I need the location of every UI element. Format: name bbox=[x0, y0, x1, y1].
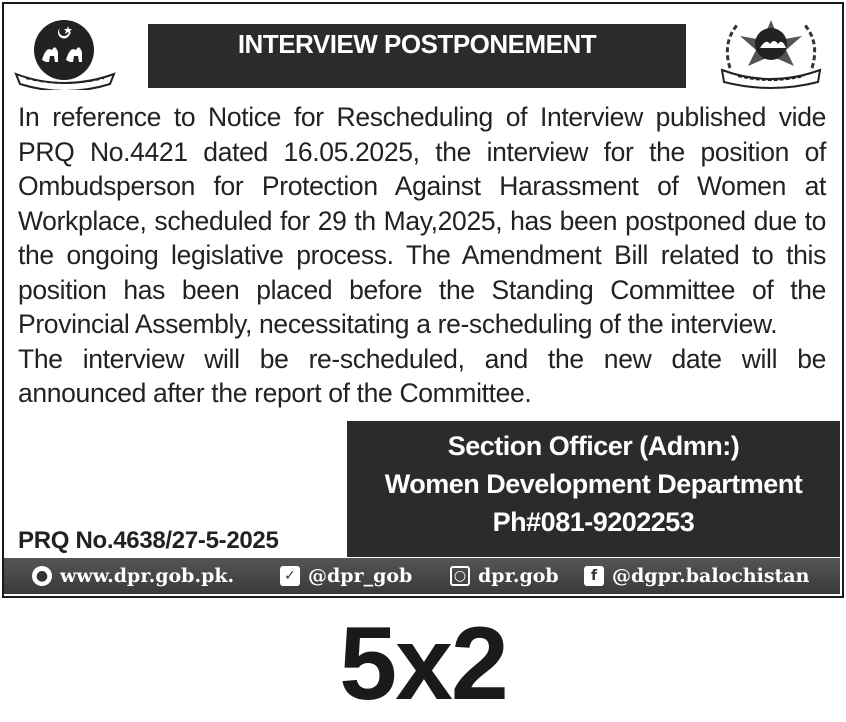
twitter-icon: ✓ bbox=[280, 566, 300, 586]
social-footer bbox=[4, 558, 840, 594]
globe-icon: ● bbox=[32, 566, 52, 586]
dgpr-emblem-icon bbox=[716, 14, 826, 90]
facebook-link[interactable] bbox=[584, 558, 809, 594]
twitter-text: @dpr_gob bbox=[308, 565, 413, 587]
signature-block bbox=[347, 421, 840, 557]
instagram-icon: ○ bbox=[450, 566, 470, 586]
notice-paragraph: In reference to Notice for Rescheduling of Interview published vide PRQ No.4421 dated 16.05.2025, the interview for the position of Ombudsperson for Protection Against Harassment of Women at Workplace, scheduled for 29 th May,2025, has been postponed due to the ongoing legislative process. The Amendment Bill related to this position has been placed before the Standing Committee of the Provincial Assembly, necessitating a re-scheduling of the interview. bbox=[18, 102, 826, 339]
officer-title: Section Officer (Admn:) bbox=[447, 431, 740, 461]
website-text: www.dpr.gob.pk. bbox=[60, 565, 235, 587]
ad-size-label: 5x2 bbox=[339, 606, 507, 722]
prq-number: PRQ No.4638/27-5-2025 bbox=[18, 527, 279, 554]
notice-body bbox=[18, 100, 826, 411]
page-title: INTERVIEW POSTPONEMENT bbox=[148, 24, 686, 88]
instagram-link[interactable] bbox=[450, 558, 559, 594]
website-link[interactable] bbox=[32, 558, 234, 594]
twitter-link[interactable] bbox=[280, 558, 412, 594]
instagram-text: dpr.gob bbox=[478, 565, 559, 587]
facebook-icon: f bbox=[584, 566, 604, 586]
facebook-text: @dgpr.balochistan bbox=[612, 565, 810, 587]
notice-paragraph: The interview will be re-scheduled, and the new date will be announced after the report of the Committee. bbox=[18, 343, 826, 408]
phone-number: Ph#081-9202253 bbox=[492, 507, 695, 537]
department-name: Women Development Department bbox=[384, 469, 803, 499]
government-emblem-icon bbox=[12, 14, 118, 90]
